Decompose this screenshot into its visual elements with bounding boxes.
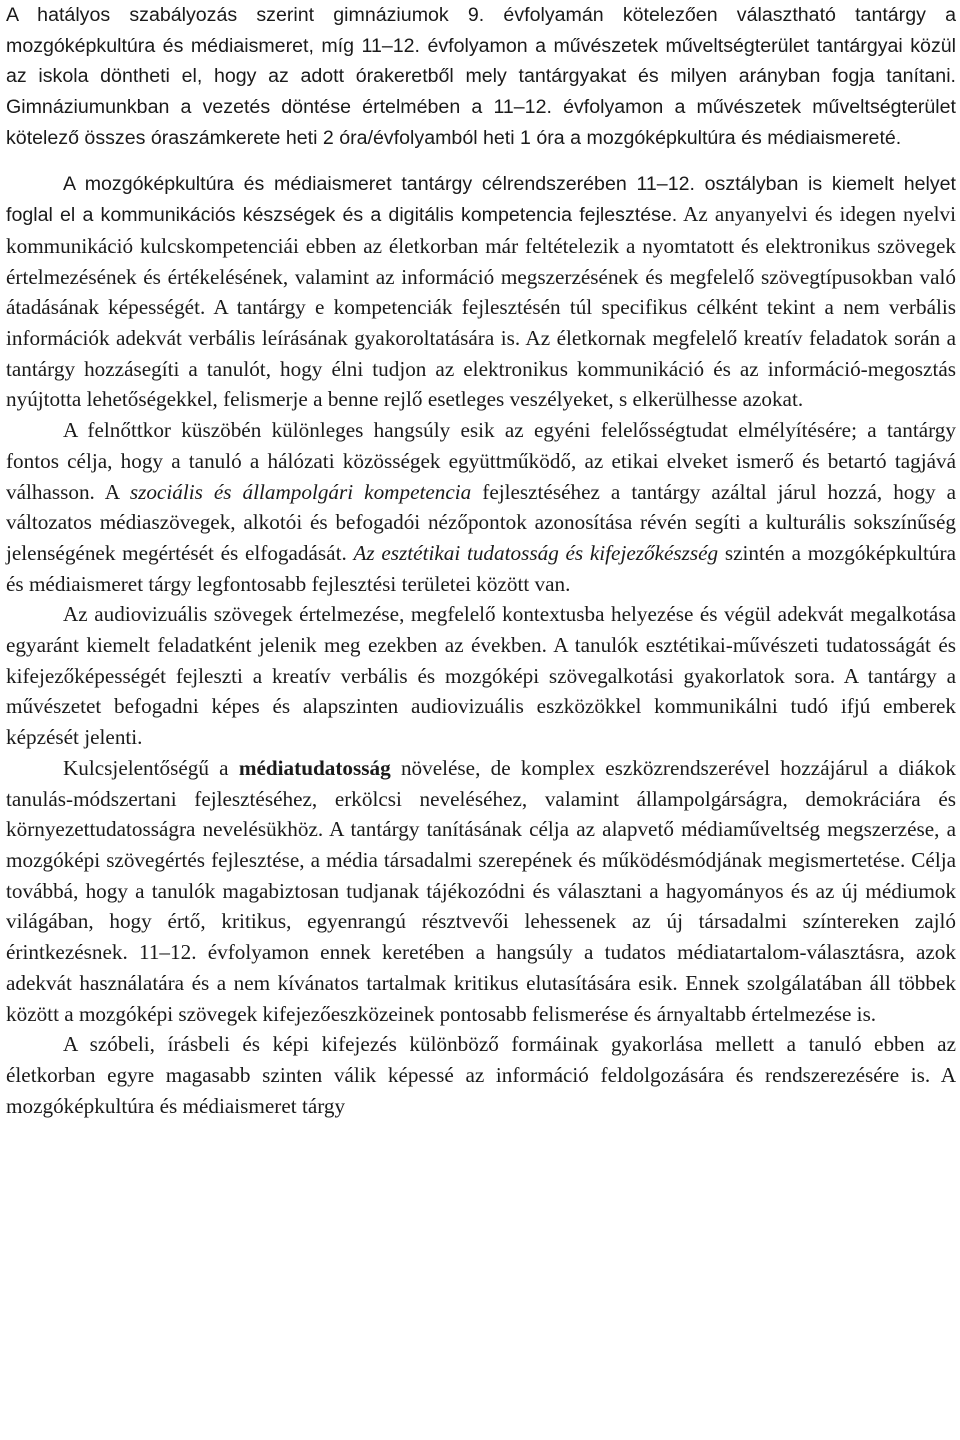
paragraph-communication-skills-lead: A mozgóképkultúra és médiaismeret tantárgy célrendszerében 11‒12. osztályban is kiemelt helyet foglal el a kommunikációs készségek és a digitális kompetencia fejlesztése. (6, 172, 956, 227)
term-media-literacy: médiatudatosság (238, 755, 391, 780)
paragraph-audiovisual: Az audiovizuális szövegek értelmezése, megfelelő kontextusba helyezése és végül adekvát megalkotása egyaránt kiemelt feladatként jelenik meg ezekben az években. A tanulók esztétikai-művészeti tudatosságát és kifejezőképességét fejleszti a kreatív verbális és mozgóképi szövegalkotási gyakorlatok sora. A tantárgy a művészetet befogadni képes és alapszinten audiovizuális eszközökkel kommunikálni tudó ifjú emberek képzését jelenti. (6, 602, 956, 750)
paragraph-adulthood-part1: A felnőttkor küszöbén különleges hangsúly esik az egyéni felelősségtudat elmélyítésére; a tantárgy fontos célja, hogy a tanuló a hálózati közösségek együttműködő, az etikai elveket ismerő és betartó tagjává válhasson. A (6, 418, 956, 504)
paragraph-communication-skills (6, 168, 956, 416)
document-page (6, 0, 956, 1121)
paragraph-media-literacy-part2: növelése, de komplex eszközrendszerével hozzájárul a diákok tanulás-módszertani fejlesztéséhez, erkölcsi neveléséhez, valamint állampolgárságra, demokráciára és környezettudatosságra nevelésükhöz. A tantárgy tanításának célja az alapvető médiaműveltség megszerzése, a mozgóképi szövegértés fejlesztése, a média társadalmi szerepének és működésmódjának megismertetése. Célja továbbá, hogy a tanulók magabiztosan tudjanak tájékozódni és választani a hagyományos és az új médiumok világában, hogy értő, kritikus, egyenrangú résztvevői lehessenek az új társadalmi színtereken zajló érintkezésnek. 11‒12. évfolyamon ennek keretében a hangsúly a tudatos médiatartalom-választásra, azok adekvát használatára és a nem kívánatos tartalmak kritikus elutasítására esik. Ennek szolgálatában áll többek között a mozgóképi szövegek kifejezőeszközeinek pontosabb felismerése és árnyaltabb értelmezése is. (6, 755, 956, 1026)
paragraph-media-literacy-part1: Kulcsjelentőségű a (63, 755, 239, 780)
paragraph-adulthood (6, 415, 956, 599)
paragraph-regulation: A hatályos szabályozás szerint gimnáziumok 9. évfolyamán kötelezően választható tantárgy a mozgóképkultúra és médiaismeret, míg 11‒12. évfolyamon a művészetek műveltségterület tantárgyai közül az iskola döntheti el, hogy az adott órakeretből mely tantárgyakat és milyen arányban fogja tanítani. Gimnáziumunkban a vezetés döntése értelmében a 11‒12. évfolyamon a művészetek műveltségterület kötelező összes óraszámkerete heti 2 óra/évfolyamból heti 1 óra a mozgóképkultúra és médiaismereté. (6, 4, 956, 149)
paragraph-adulthood-part2: fejlesztéséhez a tantárgy azáltal járul hozzá, hogy a változatos médiaszövegek, alkotói és befogadói nézőpontok azonosítása révén segíti a kulturális sokszínűség jelenségének megértését és elfogadását. (6, 479, 956, 565)
term-social-civic-competence: szociális és állampolgári kompetencia (129, 479, 472, 504)
paragraph-media-literacy (6, 753, 956, 1029)
paragraph-adulthood-part3: szintén a mozgóképkultúra és médiaismeret tárgy legfontosabb fejlesztési területei között van. (6, 540, 956, 596)
paragraph-expression: A szóbeli, írásbeli és képi kifejezés különböző formáinak gyakorlása mellett a tanuló ebben az életkorban egyre magasabb szinten válik képessé az információ feldolgozására és rendszerezésére is. A mozgóképkultúra és médiaismeret tárgy (6, 1032, 956, 1118)
paragraph-communication-skills-body: Az anyanyelvi és idegen nyelvi kommunikáció kulcskompetenciái ebben az életkorban már feltételezik a nyomtatott és elektronikus szövegek értelmezésének és értékelésének, valamint az információ megszerzésének és megfelelő szövegtípusokban való átadásának képességét. A tantárgy e kompetenciák fejlesztésén túl specifikus célként tekint a nem verbális információk adekvát verbális leírásának gyakoroltatására is. Az életkornak megfelelő kreatív feladatok során a tantárgy hozzásegíti a tanulót, hogy élni tudjon az elektronikus kommunikáció és az információ-megosztás nyújtotta lehetőségekkel, felismerje a benne rejlő esetleges veszélyeket, s elkerülhesse azokat. (6, 202, 956, 412)
term-aesthetic-awareness: Az esztétikai tudatosság és kifejezőkészség (353, 540, 719, 565)
